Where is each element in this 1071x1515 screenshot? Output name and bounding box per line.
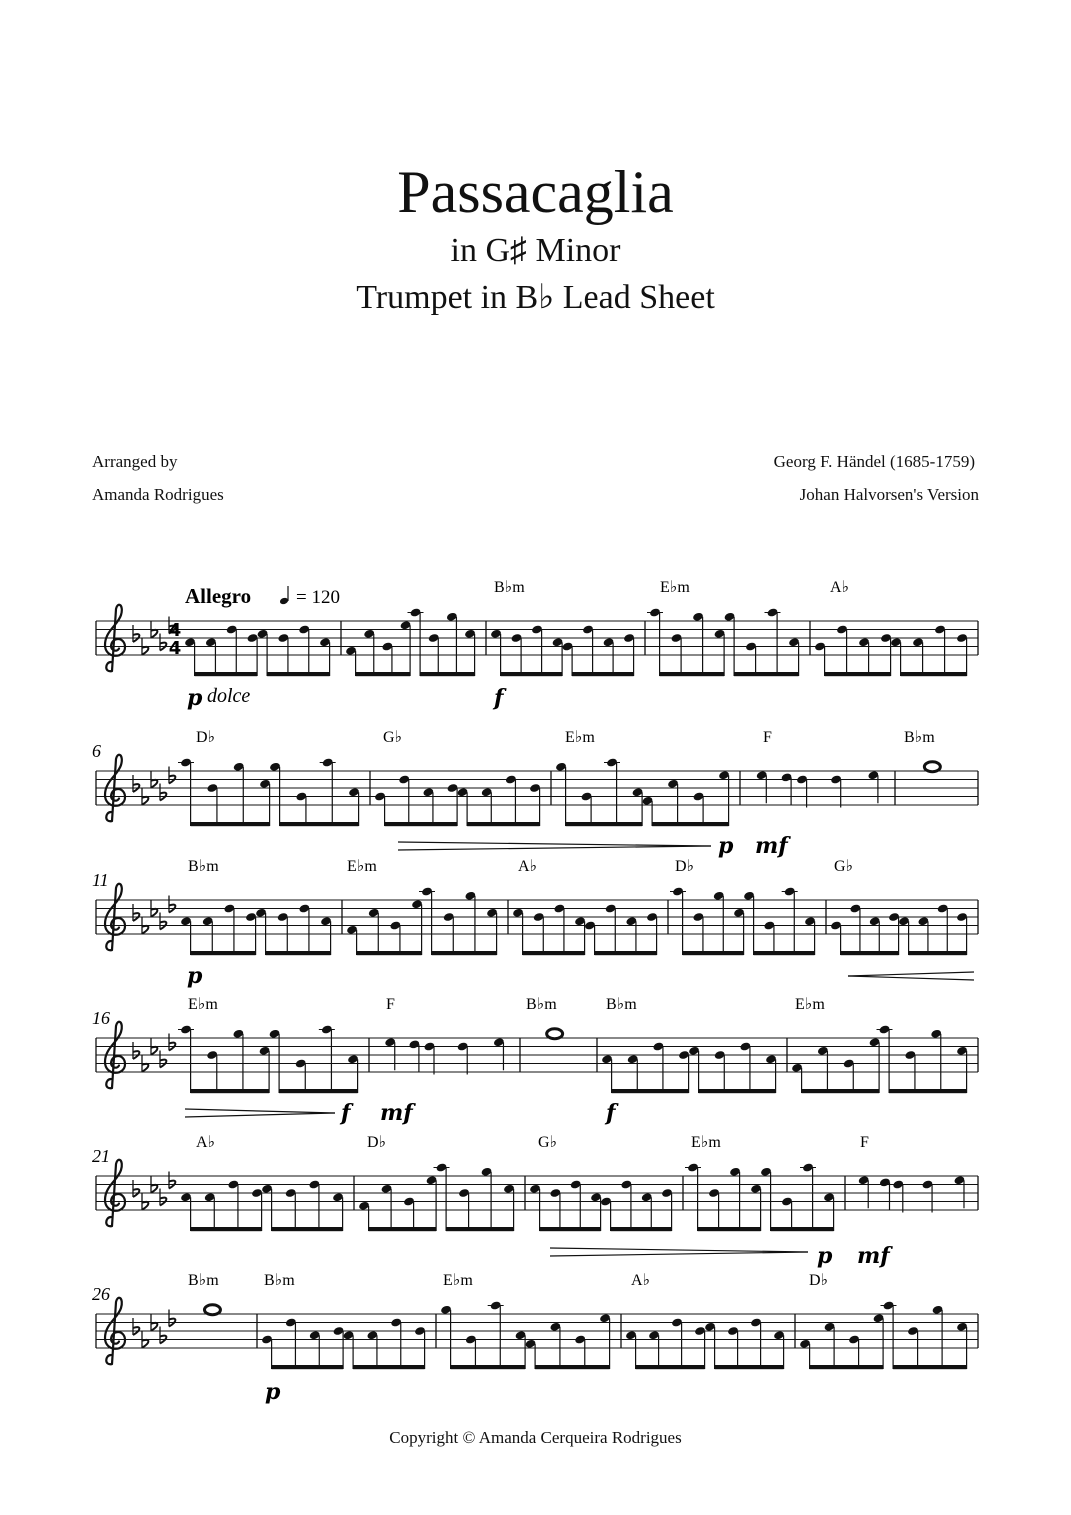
note-beam [191, 1089, 270, 1093]
note-beam [802, 1089, 880, 1093]
chord-symbol: F [763, 729, 772, 746]
note-group [814, 624, 892, 676]
note-beam [841, 951, 899, 955]
flat-icon [160, 1051, 166, 1068]
dynamic-marking: p [265, 1379, 281, 1405]
chord-symbol: E♭m [795, 996, 825, 1013]
decrescendo-hairpin [398, 842, 711, 850]
flat-icon [133, 625, 139, 642]
note-group [642, 770, 730, 826]
note-group [601, 1041, 690, 1093]
note-group [384, 1037, 505, 1074]
note-group [261, 1179, 344, 1231]
note-beam [451, 1365, 525, 1369]
chord-symbol: F [860, 1134, 869, 1151]
note-group [408, 607, 476, 676]
whole-note [924, 762, 940, 772]
note-group [584, 903, 658, 955]
dynamic-marking: mf [755, 833, 788, 859]
note-group [743, 886, 816, 955]
flat-icon [169, 767, 175, 784]
flat-icon [169, 1034, 175, 1051]
flat-icon [133, 1180, 139, 1197]
chord-symbol: D♭ [367, 1134, 387, 1151]
note-beam [810, 1365, 884, 1369]
note-group [555, 757, 643, 826]
note-beam [280, 822, 359, 826]
note-group [756, 770, 879, 807]
chord-symbol: B♭m [526, 996, 557, 1013]
note-beam [266, 951, 331, 955]
flat-icon [160, 784, 166, 801]
note-group [440, 1300, 526, 1369]
flat-icon [169, 1310, 175, 1327]
note-group [799, 1313, 884, 1369]
note-beam [535, 1365, 610, 1369]
note-beam [889, 1089, 967, 1093]
note-beam [272, 1227, 343, 1231]
flat-icon [160, 1189, 166, 1206]
flat-icon [133, 775, 139, 792]
chord-symbol: G♭ [538, 1134, 558, 1151]
expression-text: dolce [207, 685, 251, 707]
note-beam [699, 1089, 776, 1093]
note-beam [357, 951, 422, 955]
staff-system [96, 1314, 978, 1348]
chord-symbol: E♭m [188, 996, 218, 1013]
note-beam [754, 951, 815, 955]
flat-icon [160, 1327, 166, 1344]
note-group [877, 1024, 968, 1093]
time-signature-bottom: 4 [168, 638, 182, 659]
composer-name: Georg F. Händel (1685-1759) [773, 452, 975, 471]
note-group [525, 1313, 611, 1369]
note-group [688, 1041, 777, 1093]
note-beam [191, 951, 256, 955]
note-beam [353, 1365, 425, 1369]
dynamic-marking: f [341, 1100, 351, 1126]
dynamic-marking: f [494, 685, 504, 711]
chord-symbol: E♭m [691, 1134, 721, 1151]
note-group [419, 886, 498, 955]
chord-symbol: D♭ [809, 1272, 829, 1289]
chord-symbol: E♭m [443, 1272, 473, 1289]
chord-symbol: D♭ [675, 858, 695, 875]
note-group [625, 1317, 706, 1369]
chord-symbol: B♭m [904, 729, 935, 746]
chord-symbol: B♭m [606, 996, 637, 1013]
dynamic-marking: p [187, 963, 203, 989]
note-group [685, 1162, 762, 1231]
score-title: Passacaglia [397, 159, 674, 225]
note-beam [683, 951, 744, 955]
chord-symbol: E♭m [660, 579, 690, 596]
note-group [434, 1162, 515, 1231]
note-beam [501, 672, 562, 676]
note-group [670, 886, 745, 955]
note-beam [540, 1227, 601, 1231]
note-beam [734, 672, 799, 676]
note-group [178, 1024, 270, 1093]
measure-number: 6 [92, 741, 101, 761]
note-beam [272, 1365, 344, 1369]
note-beam [191, 1227, 262, 1231]
note-group [898, 903, 968, 955]
note-beam [279, 1089, 358, 1093]
note-beam [660, 672, 725, 676]
note-group [257, 624, 331, 676]
note-beam [195, 672, 258, 676]
instrument-subtitle: Trumpet in B♭ Lead Sheet [356, 279, 715, 316]
note-group [512, 903, 586, 955]
note-beam [698, 1227, 761, 1231]
note-beam [566, 822, 643, 826]
score-subtitle: in G♯ Minor [450, 232, 621, 269]
note-group [791, 1037, 880, 1093]
note-group [760, 1162, 835, 1231]
note-beam [612, 1089, 689, 1093]
note-group [184, 624, 258, 676]
measure-number: 16 [92, 1008, 110, 1028]
note-group [345, 620, 411, 676]
note-beam [369, 1227, 437, 1231]
arranger-name: Amanda Rodrigues [92, 485, 224, 504]
note-beam [909, 951, 967, 955]
flat-icon [133, 1318, 139, 1335]
note-beam [432, 951, 497, 955]
chord-symbol: B♭m [188, 1272, 219, 1289]
measure-number: 11 [92, 870, 109, 890]
dynamic-marking: p [718, 833, 734, 859]
whole-note [547, 1029, 563, 1039]
note-beam [825, 672, 891, 676]
note-beam [611, 1227, 672, 1231]
note-group [346, 899, 423, 955]
chord-symbol: B♭m [264, 1272, 295, 1289]
note-group [261, 1317, 344, 1369]
chord-symbol: G♭ [383, 729, 403, 746]
flat-icon [160, 634, 166, 651]
note-group [881, 1300, 968, 1369]
dynamic-marking: p [817, 1243, 833, 1269]
note-beam [467, 822, 539, 826]
chord-symbol: A♭ [631, 1272, 651, 1289]
note-group [255, 903, 332, 955]
chord-symbol: G♭ [834, 858, 854, 875]
chord-symbol: B♭m [494, 579, 525, 596]
chord-symbol: E♭m [347, 858, 377, 875]
staff-system [96, 1176, 978, 1210]
note-beam [572, 672, 634, 676]
note-group [269, 757, 360, 826]
copyright-notice: Copyright © Amanda Cerqueira Rodrigues [389, 1428, 682, 1447]
note-group [600, 1179, 673, 1231]
chord-symbol: D♭ [196, 729, 216, 746]
dynamic-marking: p [187, 685, 203, 711]
decrescendo-hairpin [550, 1248, 808, 1256]
note-group [830, 903, 900, 955]
note-beam [446, 1227, 513, 1231]
note-beam [715, 1365, 784, 1369]
note-group [178, 757, 271, 826]
whole-note [204, 1305, 220, 1315]
tempo-marking: Allegro [185, 584, 252, 608]
note-group [858, 1175, 966, 1212]
note-group [180, 903, 257, 955]
flat-icon [160, 913, 166, 930]
chord-symbol: A♭ [518, 858, 538, 875]
note-group [647, 607, 725, 676]
measure-number: 26 [92, 1284, 110, 1304]
time-signature-top: 4 [168, 620, 182, 641]
note-beam [267, 672, 330, 676]
note-beam [523, 951, 585, 955]
note-group [724, 607, 800, 676]
note-beam [356, 672, 411, 676]
chord-symbol: B♭m [188, 858, 219, 875]
note-beam [385, 822, 458, 826]
note-beam [636, 1365, 705, 1369]
measure-number: 21 [92, 1146, 110, 1166]
note-group [529, 1179, 602, 1231]
flat-icon [169, 896, 175, 913]
chord-symbol: A♭ [830, 579, 850, 596]
note-beam [595, 951, 657, 955]
version-note: Johan Halvorsen's Version [799, 485, 979, 504]
note-beam [420, 672, 475, 676]
arranged-by-label: Arranged by [92, 452, 178, 471]
crescendo-hairpin [848, 972, 974, 980]
tempo-bpm: = 120 [296, 587, 340, 608]
note-group [358, 1175, 437, 1231]
note-beam [191, 822, 270, 826]
note-group [374, 774, 458, 826]
note-beam [771, 1227, 834, 1231]
flat-icon [133, 904, 139, 921]
dynamic-marking: mf [857, 1243, 890, 1269]
note-group [269, 1024, 359, 1093]
note-group [704, 1317, 785, 1369]
chord-symbol: F [386, 996, 395, 1013]
note-group [343, 1317, 426, 1369]
note-group [890, 624, 968, 676]
flat-icon [133, 1042, 139, 1059]
decrescendo-hairpin [185, 1109, 335, 1117]
note-beam [893, 1365, 967, 1369]
dynamic-marking: f [606, 1100, 616, 1126]
note-group [457, 774, 541, 826]
chord-symbol: A♭ [196, 1134, 216, 1151]
note-group [562, 624, 635, 676]
note-beam [901, 672, 967, 676]
chord-symbol: E♭m [565, 729, 595, 746]
flat-icon [169, 1172, 175, 1189]
note-group [490, 624, 563, 676]
note-beam [652, 822, 729, 826]
dynamic-marking: mf [380, 1100, 413, 1126]
note-group [180, 1179, 263, 1231]
